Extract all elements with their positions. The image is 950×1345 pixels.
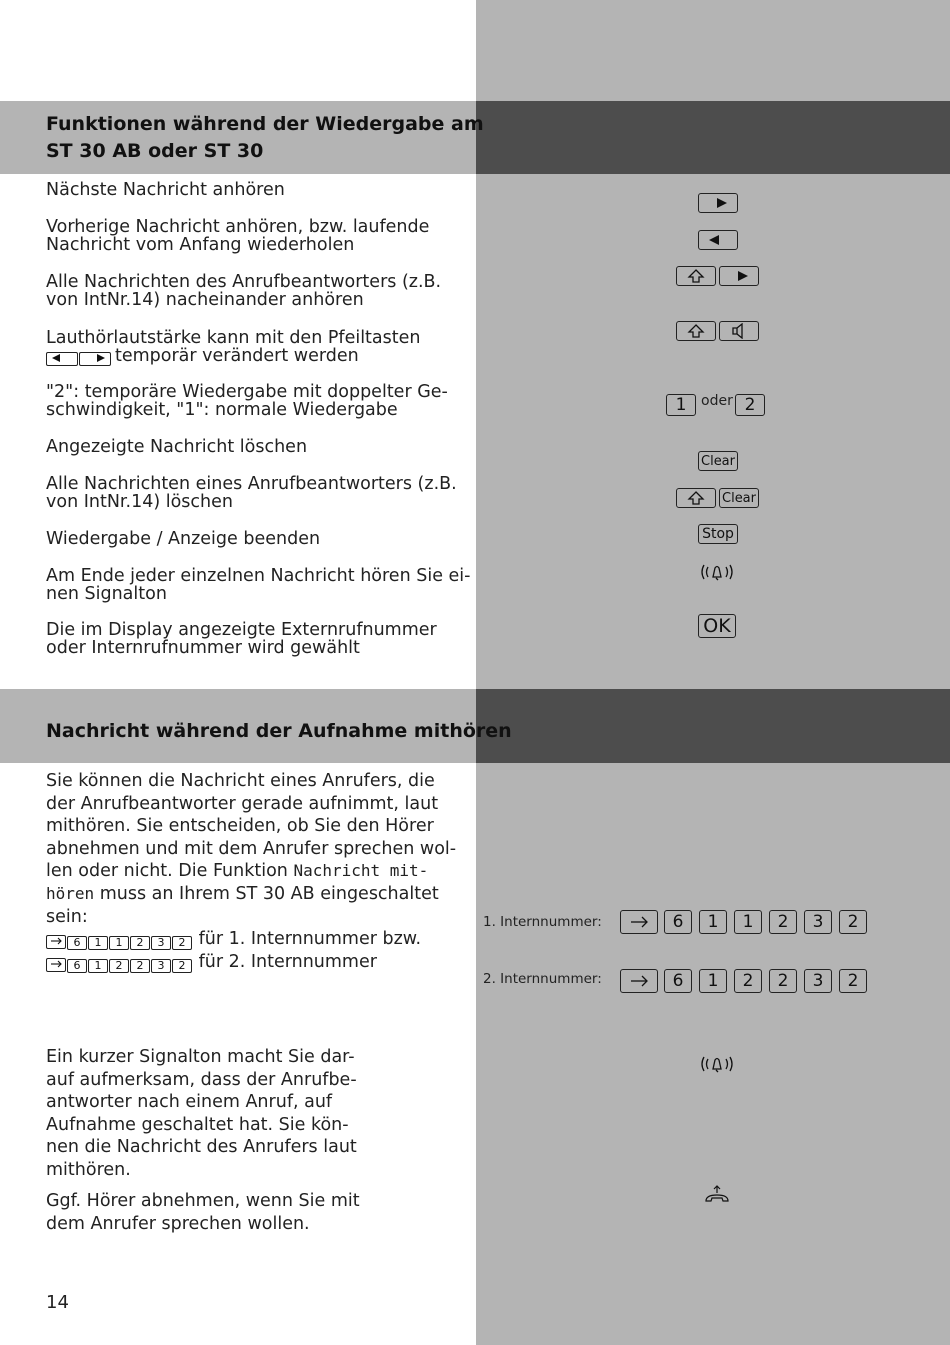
shift-icon: [685, 323, 707, 339]
ring-icon: [698, 1054, 736, 1078]
intern-key-2[interactable]: [620, 969, 658, 993]
pickup-paragraph: Ggf. Hörer abnehmen, wenn Sie mit dem Anrufer sprechen wollen.: [46, 1191, 360, 1234]
intern-arrow-icon: [46, 935, 66, 949]
item-dial-number: Die im Display angezeigte Externrufnummer oder Internrufnummer wird gewählt: [46, 620, 437, 658]
seq1-digit-4[interactable]: 2: [769, 910, 797, 934]
section2-paragraph: Sie können die Nachricht eines Anrufers, die der Anrufbeantworter gerade aufnimmt, laut mithören. Sie entscheiden, ob Sie den Hörer abnehmen und mit dem Anrufer sprechen wol- len oder nicht. Die Funktion Nachricht mit- hören muss an Ihrem ST 30 AB eingeschaltet sein: 6 1 1 2 3 2 für 1. Internnummer bzw. 6 1 2 2 3 2 für 2. Internnummer: [46, 770, 476, 973]
seq1-digit-2[interactable]: 1: [699, 910, 727, 934]
seq2-digit-5[interactable]: 3: [804, 969, 832, 993]
clear-key[interactable]: Clear: [698, 451, 738, 471]
speaker-icon: [728, 323, 750, 339]
shift-key-3[interactable]: [676, 488, 716, 508]
digit-2-key[interactable]: 2: [735, 394, 765, 416]
clear-key-2[interactable]: Clear: [719, 488, 759, 508]
seq2-digit-4[interactable]: 2: [769, 969, 797, 993]
previous-key[interactable]: [698, 230, 738, 250]
item-next-message: Nächste Nachricht anhören: [46, 180, 285, 200]
seq2-digit-6[interactable]: 2: [839, 969, 867, 993]
ok-key[interactable]: OK: [698, 614, 736, 638]
shift-key-2[interactable]: [676, 321, 716, 341]
intern-arrow-icon: [625, 914, 653, 930]
shift-icon: [685, 268, 707, 284]
item-previous-message: Vorherige Nachricht anhören, bzw. laufende Nachricht vom Anfang wiederholen: [46, 217, 430, 255]
intern-label-1: 1. Internnummer:: [483, 914, 602, 930]
item-delete-all: Alle Nachrichten eines Anrufbeantworters (z.B. von IntNr.14) löschen: [46, 474, 457, 512]
oder-label: oder: [701, 393, 733, 409]
intern-arrow-icon: [625, 973, 653, 989]
shift-key[interactable]: [676, 266, 716, 286]
section2-heading: Nachricht während der Aufnahme mithören: [46, 720, 512, 742]
next-key-2[interactable]: [719, 266, 759, 286]
page-number: 14: [46, 1292, 69, 1313]
inline-sequence-1: 6 1 1 2 3 2 für 1. Internnummer bzw.: [46, 928, 476, 951]
seq1-digit-3[interactable]: 1: [734, 910, 762, 934]
seq1-digit-6[interactable]: 2: [839, 910, 867, 934]
arrow-right-icon: [703, 196, 733, 210]
item-all-messages: Alle Nachrichten des Anrufbeantworters (z.B. von IntNr.14) nacheinander anhören: [46, 272, 442, 310]
item-stop-playback: Wiedergabe / Anzeige beenden: [46, 529, 321, 549]
next-key[interactable]: [698, 193, 738, 213]
seq2-digit-1[interactable]: 6: [664, 969, 692, 993]
intern-key-1[interactable]: [620, 910, 658, 934]
intern-label-2: 2. Internnummer:: [483, 971, 602, 987]
arrow-left-icon: [46, 352, 78, 366]
speaker-key[interactable]: [719, 321, 759, 341]
item-signal-tone: Am Ende jeder einzelnen Nachricht hören Sie ei- nen Signalton: [46, 566, 471, 604]
arrow-left-icon: [703, 233, 733, 247]
handset-lift-icon: [703, 1184, 731, 1210]
inline-sequence-2: 6 1 2 2 3 2 für 2. Internnummer: [46, 951, 476, 974]
seq1-digit-5[interactable]: 3: [804, 910, 832, 934]
arrow-right-icon: [79, 352, 111, 366]
ring-icon: [698, 562, 736, 586]
item-volume: Lauthörlautstärke kann mit den Pfeiltasten temporär verändert werden: [46, 328, 421, 366]
seq2-digit-2[interactable]: 1: [699, 969, 727, 993]
signal-paragraph: Ein kurzer Signalton macht Sie dar- auf aufmerksam, dass der Anrufbe- antworter nach einem Anruf, auf Aufnahme geschaltet hat. Sie kön- nen die Nachricht des Anrufers laut mithören.: [46, 1047, 357, 1180]
shift-icon: [685, 490, 707, 506]
intern-arrow-icon: [46, 958, 66, 972]
item-delete-message: Angezeigte Nachricht löschen: [46, 437, 308, 457]
section1-heading: Funktionen während der Wiedergabe am ST 30 AB oder ST 30: [46, 113, 484, 162]
arrow-right-icon: [724, 269, 754, 283]
seq2-digit-3[interactable]: 2: [734, 969, 762, 993]
digit-1-key[interactable]: 1: [666, 394, 696, 416]
stop-key[interactable]: Stop: [698, 524, 738, 544]
item-speed: "2": temporäre Wiedergabe mit doppelter Ge- schwindigkeit, "1": normale Wiedergabe: [46, 382, 448, 420]
seq1-digit-1[interactable]: 6: [664, 910, 692, 934]
